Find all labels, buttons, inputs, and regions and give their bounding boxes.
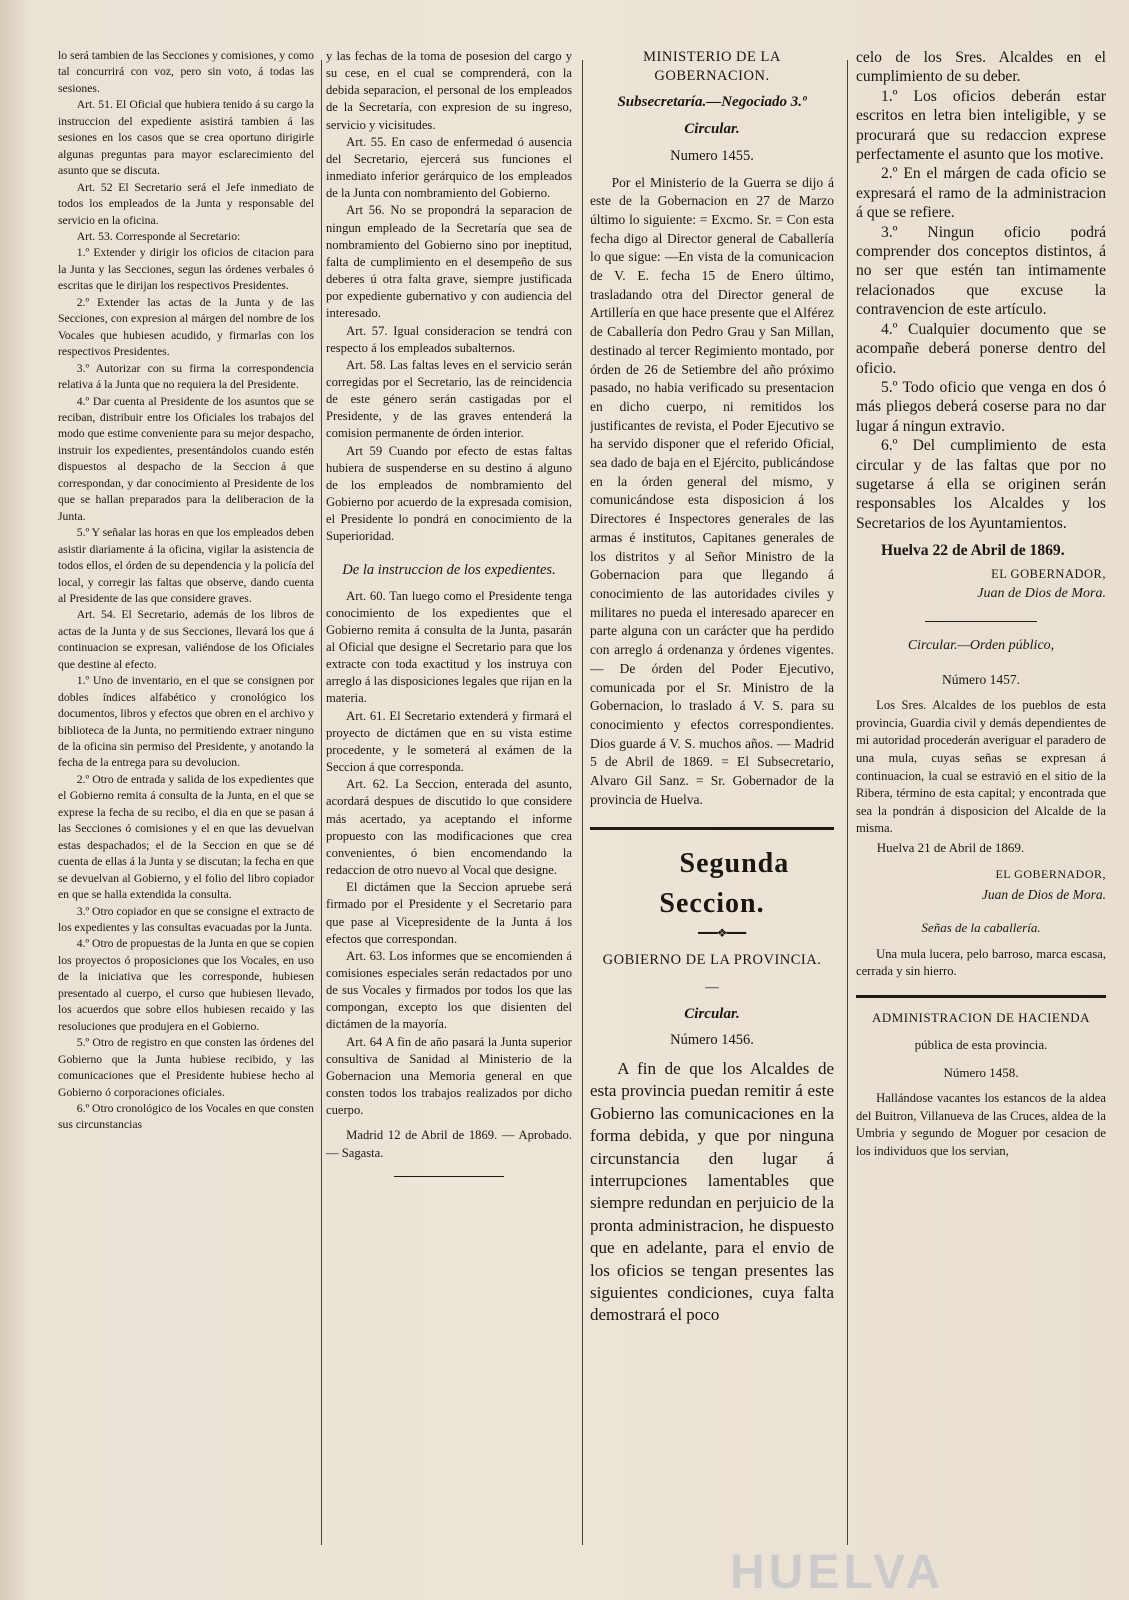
paragraph: A fin de que los Alcaldes de esta provincia puedan remitir á este Gobierno las comunicaciones en la forma debida, y que por ninguna circunstancia den lugar á interrupciones lamentables que siempre redundan en perjuicio de la pronta administracion, he dispuesto que en adelante, para el envio de los oficios se tengan presentes las siguientes condiciones, cuya falta demostrará el poco <box>590 1058 834 1325</box>
administration-heading: ADMINISTRACION DE HACIENDA <box>871 1009 1091 1025</box>
paragraph: Art. 63. Los informes que se encomienden á comisiones especiales serán redactados por uno de sus Vocales y firmados por todos los que las compongan, excepto los que disienten del dictámen de la mayoría. <box>326 948 572 1032</box>
column-divider <box>582 60 583 1545</box>
paragraph: 2.º Extender las actas de la Junta y de las Secciones, con expresion al márgen del nombre de los Vocales que hubiesen acudido, y firmarlas con los respectivos Presidentes. <box>58 295 314 359</box>
paragraph: Hallándose vacantes los estancos de la aldea del Buitron, Villanueva de las Cruces, aldea de la Umbria y segundo de Moguer por cesacion de los individuos que los servian, <box>856 1090 1106 1158</box>
paragraph: Art. 52 El Secretario será el Jefe inmediato de todos los empleados de la Junta y responsable del servicio en la oficina. <box>58 180 314 227</box>
governor-name: Juan de Dios de Mora. <box>981 886 1106 902</box>
paragraph: 3.º Otro copiador en que se consigne el extracto de los expedientes y las consultas evacuadas por la Junta. <box>58 904 314 935</box>
paragraph: 1.º Extender y dirigir los oficios de citacion para la Junta y las Secciones, segun las órdenes verbales ó escritas que le dirijan los respectivos Presidentes. <box>58 246 314 293</box>
column-4 <box>856 48 1106 1588</box>
paragraph: Art. 53. Corresponde al Secretario: <box>76 229 241 243</box>
paragraph: Art. 60. Tan luego como el Presidente tenga conocimiento de los expedientes que el Gobierno remita á consulta de la Junta, pasarán al Oficial que designe el Secretario para que los extracte con toda exactitud y los instruya con arreglo á las disposiciones legales que rijan en la materia. <box>326 588 572 706</box>
subsecretaria-heading: Subsecretaría.—Negociado 3.º <box>617 94 807 111</box>
paragraph: 1.º Uno de inventario, en el que se consignen por dobles índices alfabético y cronológico los documentos, libros y efectos que obren en el archivo y biblioteca de la Junta, no permitiendo extraer ninguno de la oficina sin permiso del Presidente, y anotando la fecha de la entrega para su devolucion. <box>58 674 314 770</box>
divider <box>925 621 1038 622</box>
governor-title: EL GOBERNADOR, <box>995 867 1106 882</box>
paragraph: Art 59 Cuando por efecto de estas faltas hubiera de suspenderse en su destino á alguno de los empleados de nombramiento del Gobierno por acuerdo de la expresada comision, el Presidente lo pondrá en conocimiento de la Superioridad. <box>326 443 572 544</box>
circular-heading: Circular.—Orden público, <box>907 638 1055 654</box>
column-3 <box>590 48 834 1588</box>
paragraph: Art. 64 A fin de año pasará la Junta superior consultiva de Sanidad al Ministerio de la Gobernacion una Memoria general en que consten todos los trabajos realizados por dicho cuerpo. <box>326 1034 572 1118</box>
column-1 <box>58 48 314 1588</box>
paragraph: y las fechas de la toma de posesion del cargo y su cese, en el cual se comprenderá, con la debida separacion, el personal de los empleados de la Secretaría, con expresion de su ingreso, servicio y vicisitudes. <box>326 49 572 132</box>
column-2 <box>326 48 572 1588</box>
governor-title: EL GOBERNADOR, <box>991 566 1106 581</box>
paragraph: 5.º Otro de registro en que consten las órdenes del Gobierno que la Junta hubiese recibido, y las comunicaciones que el Presidente hubiese hecho al Gobierno ó corporaciones oficiales. <box>58 1036 314 1099</box>
administration-subheading: pública de esta provincia. <box>914 1037 1048 1053</box>
paragraph: 4.º Otro de propuestas de la Junta en que se copien los proyectos ó proposiciones que los Vocales, en uso de la iniciativa que les corresponde, hubiesen presentado al cuerpo, el curso que hubiesen llevado, los acuerdos que sobre ellos hubiesen recaido y las resoluciones que produjera en el Gobierno. <box>58 937 314 1033</box>
paragraph: Una mula lucera, pelo barroso, marca escasa, cerrada y sin hierro. <box>856 946 1106 979</box>
paragraph: Art. 62. La Seccion, enterada del asunto, acordará despues de discutido lo que considere más acertado, ya aceptando el informe propuesto con las modificaciones que crea convenientes, ó bien encomendando la redaccion de otro nuevo al Vocal que designe. <box>326 777 572 878</box>
paragraph: 2.º Otro de entrada y salida de los expedientes que el Gobierno remita á consulta de la Junta, en el que se exprese la fecha de su recibo, el dia en que se pasan á las Secciones ó comisiones y el en que las devuelvan estas despachados; el de la Seccion en que se dé cuenta de ellas á la Junta y se discutan; la fecha en que se devuelvan al Gobierno, y el folio del libro copiador en que se halla extendida la consulta. <box>58 772 314 902</box>
column-divider <box>321 60 322 1545</box>
paragraph: Art. 61. El Secretario extenderá y firmará el proyecto de dictámen que en su vista estime procedente, y le someterá al exámen de la Seccion á que corresponda. <box>326 708 572 775</box>
government-heading: GOBIERNO DE LA PROVINCIA. <box>602 952 822 969</box>
dash: — <box>705 978 719 994</box>
paragraph: Art 56. No se propondrá la separacion de ningun empleado de la Secretaría que sea de nombramiento del Gobierno sino por ineptitud, falta de cumplimiento en el desempeño de sus deberes ú otra falta grave, siempre justificada por expediente gubernativo y con audiencia del interesado. <box>326 203 572 321</box>
paragraph: 6.º Otro cronológico de los Vocales en que consten sus circunstancias <box>58 1102 314 1132</box>
divider <box>856 995 1106 998</box>
divider <box>394 1176 505 1177</box>
paragraph: Art. 57. Igual consideracion se tendrá con respecto á los empleados subalternos. <box>326 323 572 355</box>
ministry-title: MINISTERIO DE LA GOBERNACION. <box>643 49 781 84</box>
subheading: Señas de la caballería. <box>921 920 1041 936</box>
circular-number: Número 1457. <box>942 671 1020 687</box>
governor-name: Juan de Dios de Mora. <box>977 585 1106 601</box>
paragraph: 2.º En el márgen de cada oficio se expresará el ramo de la administracion á que se refiere. <box>856 165 1106 222</box>
paragraph: 5.º Y señalar las horas en que los empleados deben asistir diariamente á la oficina, vigilar la asistencia de todos ellos, el órden de su dependencia y la policía del local, y corregir las faltas que observe, dando cuenta al Presidente de las que considere graves. <box>58 526 314 605</box>
paragraph: 3.º Ningun oficio podrá comprender dos conceptos distintos, á no ser que estén tan intimamente relacionados que excuse la contravencion de este artículo. <box>856 223 1106 319</box>
paragraph: Art. 58. Las faltas leves en el servicio serán corregidas por el Secretario, las de reincidencia de este género serán castigadas por el Presidente, y de las graves entenderá la comision permanente de órden interior. <box>326 357 572 441</box>
circular-number: Número 1458. <box>943 1064 1019 1080</box>
paragraph: 4.º Cualquier documento que se acompañe deberá ponerse dentro del oficio. <box>856 320 1106 377</box>
circular-heading: Circular. <box>684 121 740 138</box>
paragraph: lo será tambien de las Secciones y comisiones, y como tal concurrirá con voz, pero sin voto, á todas las sesiones. <box>58 49 314 95</box>
paragraph: 1.º Los oficios deberán estar escritos en letra bien inteligible, y se procurará que su redaccion exprese perfectamente el asunto que los motive. <box>856 87 1106 164</box>
signature-line: Madrid 12 de Abril de 1869. — Aprobado. — Sagasta. <box>326 1128 572 1160</box>
paragraph: 3.º Autorizar con su firma la correspondencia relativa á la Junta que no requiera la del Presidente. <box>58 361 314 392</box>
circular-number: Numero 1455. <box>670 147 754 164</box>
paragraph: Por el Ministerio de la Guerra se dijo á este de la Gobernacion en 27 de Marzo último lo siguiente: = Excmo. Sr. = Con esta fecha digo al Director general de Caballería lo que sigue: —En vista de la comunicacion de V. E. fecha 15 de Enero último, trasladando otra del Director general de Artillería en que hace presente que el Alférez de Caballería don Pedro Grau y San Millan, destinado al tercer Regimiento montado, por órden de 26 de Setiembre del año próximo pasado, no habia verificado su presentacion en dicho cuerpo, ni remitidos los justificantes de revista, el Poder Ejecutivo se ha servido disponer que el referido Oficial, sea dado de baja en el Ejército, publicándose en la órden general del mismo, y comunicándose esta disposicion á los Directores é Inspectores generales de las armas é institutos, Capitanes generales de los distritos y al Señor Ministro de la Gobernacion para que llegando á conocimiento de las autoridades civiles y militares no pueda el interesado aparecer en parte alguna con un carácter que ha perdido con arreglo á ordenanza y órdenes vigentes. — De órden del Poder Ejecutivo, comunicada por el Sr. Ministro de la Gobernacion, lo traslado á V. S. para su conocimiento y efectos correspondientes. Dios guarde á V. S. muchos años. — Madrid 5 de Abril de 1869. = El Subsecretario, Alvaro Gil Sanz. = Sr. Gobernador de la provincia de Huelva. <box>590 174 834 807</box>
paragraph: 5.º Todo oficio que venga en dos ó más pliegos deberá coserse para no dar lugar á ningun extravio. <box>856 378 1106 435</box>
date-line: Huelva 21 de Abril de 1869. <box>876 839 1025 855</box>
paragraph: celo de los Sres. Alcaldes en el cumplimiento de su deber. <box>856 49 1106 86</box>
section-title: Segunda Seccion. <box>659 848 790 920</box>
paragraph: 4.º Dar cuenta al Presidente de los asuntos que se reciban, distribuir entre los Oficiales los trabajos del modo que estime conveniente para su mejor despacho, instruir los expedientes, presentándolos cuando estén dispuestos al despacho de la Seccion á que correspondan, y dar conocimiento al Presidente de los que se hallan preparados para la deliberacion de la Junta. <box>58 394 314 523</box>
paragraph: 6.º Del cumplimiento de esta circular y de las faltas que por no sugetarse á ella se originen serán responsables los Alcaldes y los Secretarios de los Ayuntamientos. <box>856 437 1106 532</box>
paragraph: El dictámen que la Seccion apruebe será firmado por el Presidente y el Secretario para que pase al Vicepresidente de la Junta á los efectos que correspondan. <box>326 880 572 946</box>
paragraph: Art. 51. El Oficial que hubiera tenido á su cargo la instruccion del expediente asistirá tambien á las sesiones en los casos que se crea oportuno dirigirle algunas preguntas para mayor esclarecimiento del asunto que se discuta. <box>58 98 314 178</box>
watermark-logo: HUELVA <box>730 1546 945 1599</box>
paragraph: Art. 54. El Secretario, además de los libros de actas de la Junta y de sus Secciones, llevará los que á continuacion se expresan, valiéndose de los Oficiales que destine al efecto. <box>58 608 314 671</box>
section-heading: De la instruccion de los expedientes. <box>342 561 556 578</box>
date-line: Huelva 22 de Abril de 1869. <box>880 542 1065 560</box>
ornament: ━━━❖━━━ <box>698 926 746 941</box>
column-divider <box>847 60 848 1545</box>
circular-number: Número 1456. <box>670 1032 754 1049</box>
paragraph: Art. 55. En caso de enfermedad ó ausencia del Secretario, ejercerá sus funciones el inmediato inferior gerárquico de los empleados de la Junta con nombramiento del Gobierno. <box>326 134 572 201</box>
paragraph: Los Sres. Alcaldes de los pueblos de esta provincia, Guardia civil y demás dependientes de mi autoridad procederán averiguar el paradero de una mula, cuyas señas se expresan á continuacion, la cual se estravió en el sitio de la Ribera, término de esta capital; y encontrada que sea la pondrán á disposicion del Alcalde de la misma. <box>856 698 1106 836</box>
divider <box>590 827 834 830</box>
circular-heading: Circular. <box>684 1005 740 1022</box>
